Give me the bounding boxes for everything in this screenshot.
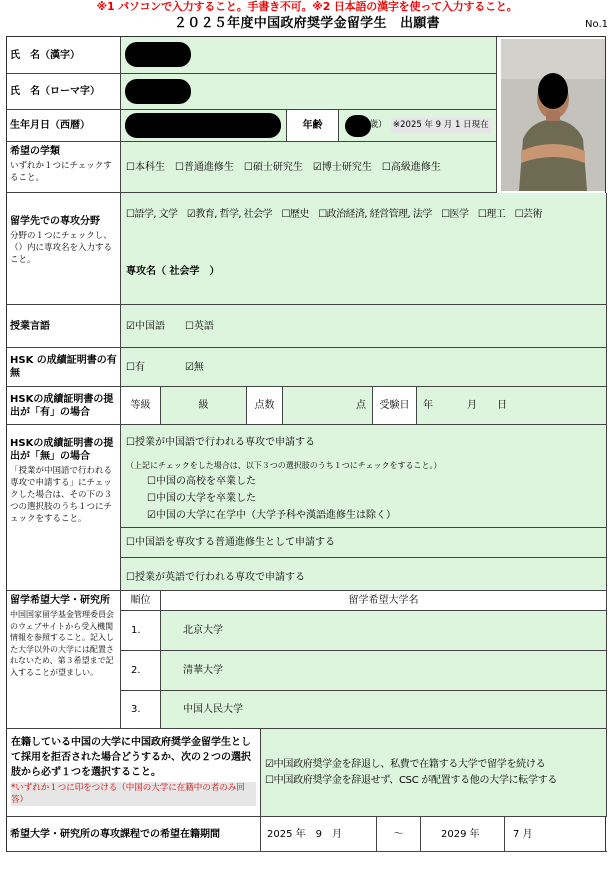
univ-name-2[interactable]: 清華大学	[161, 651, 607, 691]
degree-instruction: いずれか１つにチェックすること。	[10, 161, 112, 183]
hsk-yes-label: HSKの成績証明書の提出が「有」の場合	[7, 387, 121, 425]
name-roman-field[interactable]	[121, 74, 497, 110]
field-instruction: 分野の１つにチェックし、（）内に専攻名を入力すること。	[10, 231, 113, 265]
input-notice: ※1 パソコンで入力すること。手書き不可。※2 日本語の漢字を使って入力すること。	[96, 0, 518, 13]
univ-name-header: 留学希望大学名	[161, 591, 607, 611]
redaction-mark	[345, 115, 371, 137]
birthdate-field[interactable]	[121, 110, 287, 142]
period-start[interactable]: 2025 年 9 月	[261, 817, 377, 852]
field-label: 留学先での専攻分野 分野の１つにチェックし、（）内に専攻名を入力すること。	[7, 193, 121, 305]
applicant-photo	[501, 39, 605, 191]
hsk-score-label: 点数	[247, 387, 283, 425]
reject-option-decline[interactable]: ☑中国政府奨学金を辞退し、私費で在籍する大学で留学を続ける	[265, 759, 546, 770]
reject-label: 在籍している中国の大学に中国政府奨学金留学生として採用を拒否された場合どうするか、次の２つの選択肢から必ず１つを選択すること。 *いずれか１つに印をつける（中国の大学に在籍中の者のみ回答）	[7, 729, 261, 817]
name-roman-label: 氏 名（ローマ字）	[7, 74, 121, 110]
reject-option-transfer[interactable]: ☐中国政府奨学金を辞退せず、CSC が配置する他の大学に転学する	[265, 775, 558, 786]
hsk-score-field[interactable]: 点	[283, 387, 373, 425]
hsk-date-label: 受験日	[373, 387, 417, 425]
age-field[interactable]	[339, 110, 497, 142]
period-end-year[interactable]: 2029 年	[421, 817, 505, 852]
hsk-label: HSK の成績証明書の有無	[7, 348, 121, 387]
major-name[interactable]: 専攻名（ 社会学 ）	[126, 266, 220, 277]
univ-instruction: 中国国家留学基金管理委員会のウェブサイトから受入機関情報を参照すること。記入した大学以外の大学には配置されないため、第３希望まで記入することが望ましい。	[10, 610, 114, 677]
univ-rank-2: 2.	[121, 651, 161, 691]
reject-note: *いずれか１つに印をつける（中国の大学に在籍中の者のみ回答）	[11, 782, 256, 806]
univ-rank-1: 1.	[121, 611, 161, 651]
degree-options[interactable]: ☐本科生 ☐普通進修生 ☐碩士研究生 ☑博士研究生 ☐高級進修生	[121, 142, 497, 193]
univ-rank-header: 順位	[121, 591, 161, 611]
hsk-no-label: HSKの成績証明書の提出が「無」の場合 「授業が中国語で行われる専攻で申請する」にチェックした場合は、その下の３つの選択肢のうち１つにチェックをすること。	[7, 425, 121, 591]
field-options[interactable]: ☐語学, 文学 ☑教育, 哲学, 社会学 ☐歴史 ☐政治経済, 経営管理, 法学 ☐医学 ☐理工 ☐芸術	[126, 209, 542, 220]
period-label: 希望大学・研究所の専攻課程での希望在籍期間	[7, 817, 261, 852]
hsk-grade-label: 等級	[121, 387, 161, 425]
hsk-no-area[interactable]	[121, 425, 607, 591]
age-note: ※2025 年 9 月 1 日現在	[391, 118, 491, 133]
person-photo-icon	[501, 39, 605, 191]
hsk-no-option-language[interactable]: ☐中国語を専攻する普通進修生として申請する	[126, 537, 335, 548]
language-label: 授業言語	[7, 305, 121, 348]
reject-options[interactable]	[261, 729, 607, 817]
hsk-no-sub-enrolled[interactable]: ☑中国の大学に在学中（大学予科や漢語進修生は除く）	[147, 510, 396, 521]
hsk-options[interactable]: ☐有 ☑無	[121, 348, 607, 387]
univ-name-1[interactable]: 北京大学	[161, 611, 607, 651]
univ-rank-3: 3.	[121, 691, 161, 729]
hsk-no-sub-highschool[interactable]: ☐中国の高校を卒業した	[147, 476, 256, 487]
hsk-no-sub-graduate[interactable]: ☐中国の大学を卒業した	[147, 493, 256, 504]
univ-name-3[interactable]: 中国人民大学	[161, 691, 607, 729]
hsk-date-field[interactable]: 年 月 日	[417, 387, 607, 425]
redaction-mark	[125, 113, 281, 138]
univ-label: 留学希望大学・研究所 中国国家留学基金管理委員会のウェブサイトから受入機関情報を参照すること。記入した大学以外の大学には配置されないため、第３希望まで記入することが望ましい。	[7, 591, 121, 729]
field-area[interactable]	[121, 193, 607, 305]
application-form	[6, 36, 606, 852]
age-suffix: 歳）	[369, 120, 388, 130]
hsk-grade-field[interactable]: 級	[161, 387, 247, 425]
redaction-mark	[125, 79, 191, 104]
birthdate-label: 生年月日（西暦）	[7, 110, 121, 142]
language-options[interactable]: ☑中国語 ☐英語	[121, 305, 607, 348]
age-label: 年齢	[287, 110, 339, 142]
redaction-mark	[125, 42, 191, 67]
hsk-no-instruction: 「授業が中国語で行われる専攻で申請する」にチェックした場合は、その下の３つの選択肢のうち１つにチェックをすること。	[10, 466, 113, 524]
form-title: ２０２５年度中国政府奨学金留学生 出願書	[173, 16, 440, 31]
period-end-month[interactable]: 7 月	[505, 817, 607, 852]
name-kanji-field[interactable]	[121, 37, 497, 74]
hsk-no-option-chinese[interactable]: ☐授業が中国語で行われる専攻で申請する	[126, 437, 315, 448]
hsk-no-option-english[interactable]: ☐授業が英語で行われる専攻で申請する	[126, 572, 305, 583]
degree-label: 希望の学類 いずれか１つにチェックすること。	[7, 142, 121, 193]
hsk-no-note: （上記にチェックをした場合は、以下３つの選択肢のうち１つにチェックをすること。）	[126, 461, 442, 470]
name-kanji-label: 氏 名（漢字）	[7, 37, 121, 74]
period-tilde: 〜	[377, 817, 421, 852]
page-number: No.1	[585, 19, 608, 30]
